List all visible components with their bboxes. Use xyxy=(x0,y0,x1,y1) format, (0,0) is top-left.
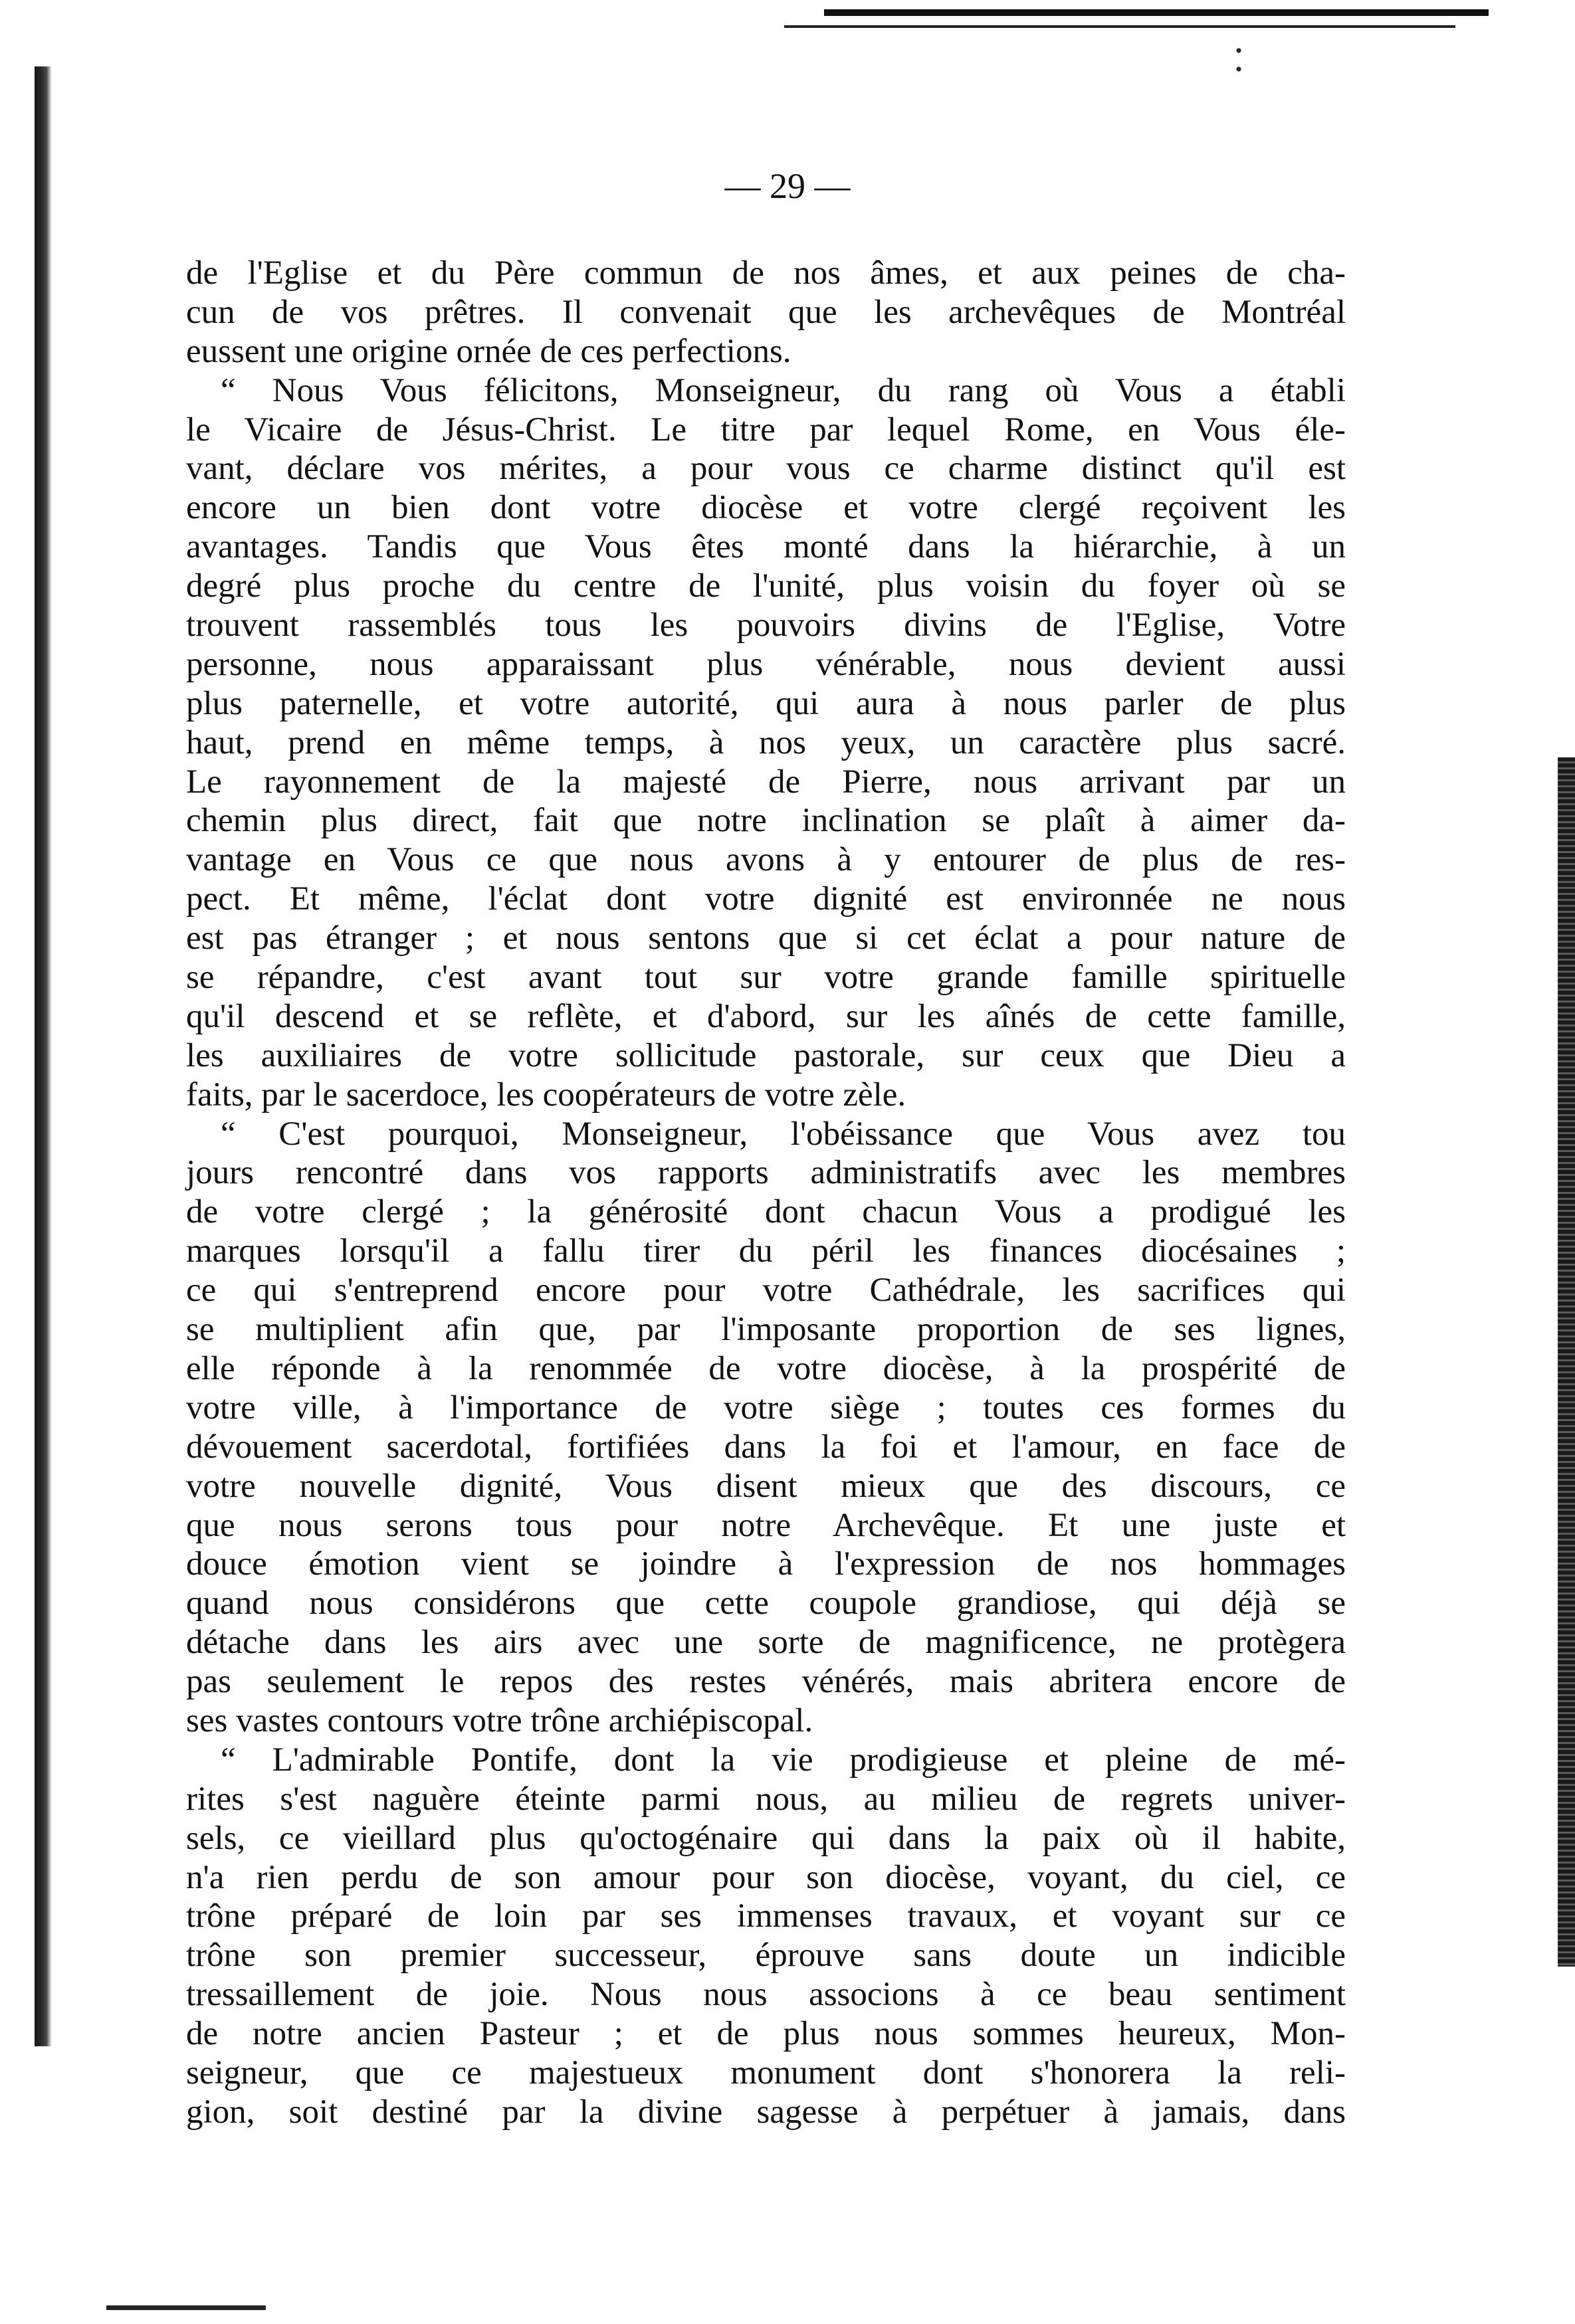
text-line: encore un bien dont votre diocèse et votre clergé reçoivent les xyxy=(186,489,1346,527)
paragraph xyxy=(186,1115,1346,1741)
text-line: plus paternelle, et votre autorité, qui aura à nous parler de plus xyxy=(186,684,1346,722)
text-line: est pas étranger ; et nous sentons que si cet éclat a pour nature de xyxy=(186,920,1346,957)
text-line: dévouement sacerdotal, fortifiées dans la foi et l'amour, en face de xyxy=(186,1428,1346,1466)
text-line: avantages. Tandis que Vous êtes monté dans la hiérarchie, à un xyxy=(186,528,1346,566)
text-line: jours rencontré dans vos rapports administratifs avec les membres xyxy=(186,1154,1346,1192)
text-line: votre nouvelle dignité, Vous disent mieux que des discours, ce xyxy=(186,1467,1346,1505)
text-line: pect. Et même, l'éclat dont votre dignité est environnée ne nous xyxy=(186,880,1346,918)
text-line: “ Nous Vous félicitons, Monseigneur, du rang où Vous a établi xyxy=(221,371,1346,409)
text-line: haut, prend en même temps, à nos yeux, un caractère plus sacré. xyxy=(186,724,1346,761)
text-line: chemin plus direct, fait que notre inclination se plaît à aimer da- xyxy=(186,802,1346,840)
text-line: de notre ancien Pasteur ; et de plus nous sommes heureux, Mon- xyxy=(186,2015,1346,2053)
text-line: vantage en Vous ce que nous avons à y entourer de plus de res- xyxy=(186,841,1346,879)
text-line: marques lorsqu'il a fallu tirer du péril les finances diocésaines ; xyxy=(186,1232,1346,1270)
text-line: de votre clergé ; la générosité dont chacun Vous a prodigué les xyxy=(186,1193,1346,1231)
text-line: faits, par le sacerdoce, les coopérateurs de votre zèle. xyxy=(186,1076,906,1114)
text-line: que nous serons tous pour notre Archevêque. Et une juste et xyxy=(186,1506,1346,1544)
text-line: trouvent rassemblés tous les pouvoirs divins de l'Eglise, Votre xyxy=(186,607,1346,644)
text-line: gion, soit destiné par la divine sagesse à perpétuer à jamais, dans xyxy=(186,2093,1346,2131)
text-line: de l'Eglise et du Père commun de nos âmes, et aux peines de cha- xyxy=(186,254,1346,292)
text-line: le Vicaire de Jésus-Christ. Le titre par lequel Rome, en Vous éle- xyxy=(186,411,1346,448)
text-line: “ L'admirable Pontife, dont la vie prodigieuse et pleine de mé- xyxy=(221,1741,1346,1779)
text-line: vant, déclare vos mérites, a pour vous ce charme distinct qu'il est xyxy=(186,450,1346,488)
text-line: les auxiliaires de votre sollicitude pastorale, sur ceux que Dieu a xyxy=(186,1036,1346,1074)
scan-right-margin-shadow xyxy=(1558,757,1575,1967)
page-number: — 29 — xyxy=(724,166,851,206)
text-line: “ C'est pourquoi, Monseigneur, l'obéissance que Vous avez tou xyxy=(221,1115,1346,1153)
text-line: trône préparé de loin par ses immenses travaux, et voyant sur ce xyxy=(186,1897,1346,1935)
text-line: rites s'est naguère éteinte parmi nous, au milieu de regrets univer- xyxy=(186,1780,1346,1818)
scan-speck xyxy=(1236,47,1241,73)
scan-left-margin-shadow xyxy=(35,66,52,2046)
text-line: se répandre, c'est avant tout sur votre grande famille spirituelle xyxy=(186,959,1346,997)
text-line: douce émotion vient se joindre à l'expression de nos hommages xyxy=(186,1545,1346,1583)
scan-bottom-mark xyxy=(106,2305,266,2310)
text-line: ses vastes contours votre trône archiépiscopal. xyxy=(186,1701,813,1739)
page-body xyxy=(186,254,1346,2132)
paragraph xyxy=(186,254,1346,371)
text-line: qu'il descend et se reflète, et d'abord, sur les aînés de cette famille, xyxy=(186,997,1346,1035)
scan-top-rule xyxy=(824,9,1489,16)
text-line: cun de vos prêtres. Il convenait que les archevêques de Montréal xyxy=(186,293,1346,331)
text-line: détache dans les airs avec une sorte de magnificence, ne protègera xyxy=(186,1624,1346,1662)
scan-top-rule-thin xyxy=(784,25,1455,28)
text-line: n'a rien perdu de son amour pour son diocèse, voyant, du ciel, ce xyxy=(186,1858,1346,1896)
text-line: votre ville, à l'importance de votre siège ; toutes ces formes du xyxy=(186,1389,1346,1426)
text-line: se multiplient afin que, par l'imposante proportion de ses lignes, xyxy=(186,1311,1346,1349)
text-line: ce qui s'entreprend encore pour votre Cathédrale, les sacrifices qui xyxy=(186,1272,1346,1309)
text-line: sels, ce vieillard plus qu'octogénaire qui dans la paix où il habite, xyxy=(186,1819,1346,1857)
text-line: degré plus proche du centre de l'unité, plus voisin du foyer où se xyxy=(186,567,1346,605)
text-line: trône son premier successeur, éprouve sans doute un indicible xyxy=(186,1937,1346,1975)
text-line: Le rayonnement de la majesté de Pierre, nous arrivant par un xyxy=(186,763,1346,801)
text-line: elle réponde à la renommée de votre diocèse, à la prospérité de xyxy=(186,1349,1346,1387)
text-line: seigneur, que ce majestueux monument dont s'honorera la reli- xyxy=(186,2054,1346,2091)
text-line: tressaillement de joie. Nous nous associons à ce beau sentiment xyxy=(186,1976,1346,2014)
text-line: pas seulement le repos des restes vénérés, mais abritera encore de xyxy=(186,1663,1346,1701)
text-line: quand nous considérons que cette coupole grandiose, qui déjà se xyxy=(186,1585,1346,1622)
text-line: personne, nous apparaissant plus vénérable, nous devient aussi xyxy=(186,645,1346,683)
paragraph xyxy=(186,1741,1346,2132)
text-line: eussent une origine ornée de ces perfections. xyxy=(186,332,791,370)
paragraph xyxy=(186,371,1346,1115)
